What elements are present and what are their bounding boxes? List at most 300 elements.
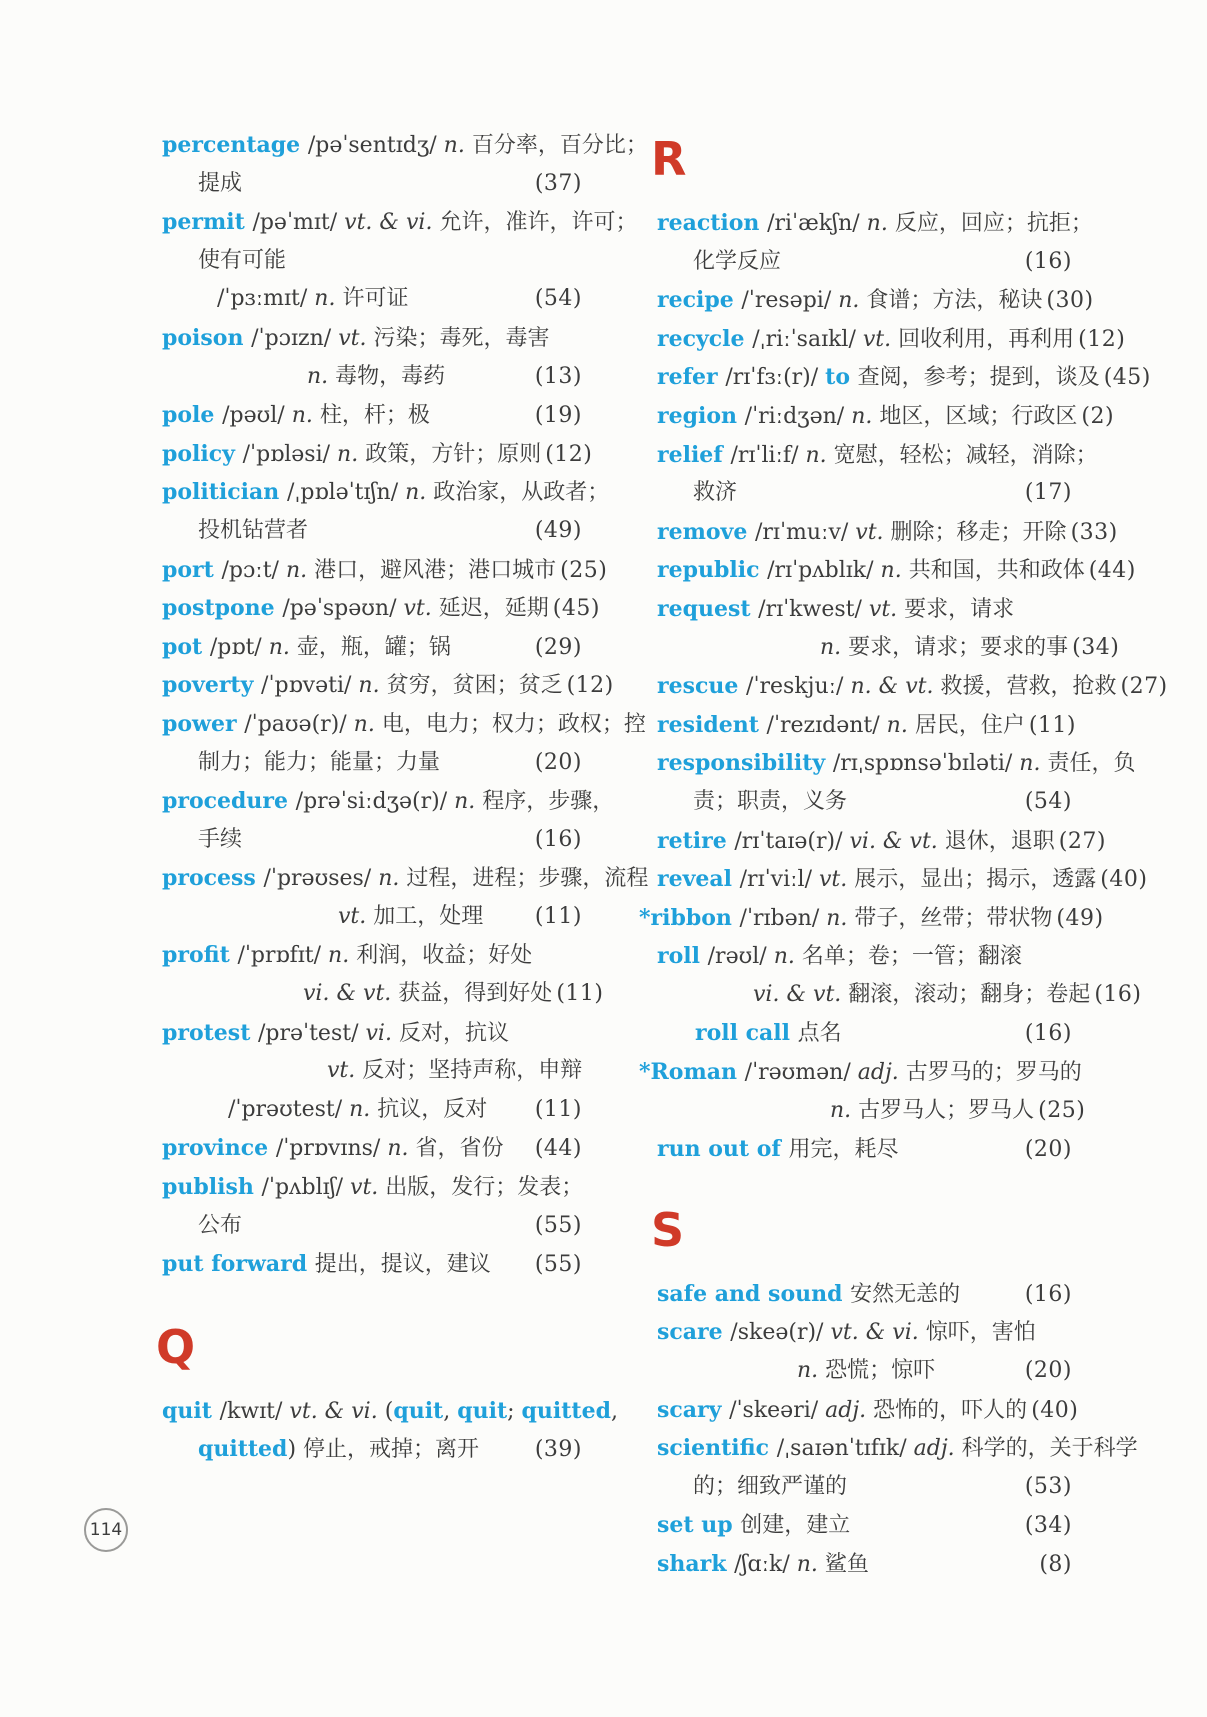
entry-text bbox=[162, 319, 550, 359]
phonetic: /pɔːt/ bbox=[221, 557, 286, 583]
entry-line bbox=[162, 1129, 582, 1168]
vocab-entry bbox=[162, 859, 649, 936]
vocab-entry bbox=[162, 435, 593, 474]
entry-line bbox=[657, 744, 1136, 783]
phonetic: /ˈpɜːmɪt/ bbox=[217, 286, 315, 312]
definition-text: 出版，发行；发表； bbox=[385, 1175, 584, 1201]
pos-label: n. bbox=[268, 634, 297, 660]
entry-line bbox=[162, 396, 582, 435]
entry-text bbox=[639, 899, 1052, 939]
definition-text: 政治家，从政者； bbox=[433, 480, 610, 506]
pos-label: n. bbox=[307, 363, 336, 389]
pos-label: n. bbox=[328, 943, 357, 969]
entry-line bbox=[162, 975, 604, 1014]
entry-line bbox=[657, 513, 1118, 552]
entry-text bbox=[198, 1430, 479, 1470]
page-ref: (12) bbox=[566, 673, 614, 699]
vocab-entry bbox=[657, 1014, 1072, 1053]
headword: run out of bbox=[657, 1136, 789, 1163]
entry-line bbox=[657, 1468, 1072, 1507]
entry-line bbox=[162, 628, 582, 667]
entry-line bbox=[162, 936, 582, 975]
section-heading-q: Q bbox=[156, 1319, 196, 1374]
headword: recycle bbox=[657, 325, 753, 352]
pos-label: vi. & vt. bbox=[303, 981, 399, 1007]
phonetic: /riˈækʃn/ bbox=[767, 211, 867, 236]
entry-text bbox=[162, 859, 648, 899]
pos-label: n. bbox=[358, 673, 387, 699]
phonetic: /ˈprəʊses/ bbox=[263, 866, 379, 892]
pos-label: vi. & vt. bbox=[849, 828, 945, 854]
definition-text: 投机钻营者 bbox=[198, 517, 309, 543]
headword: policy bbox=[162, 440, 243, 467]
entry-text bbox=[657, 860, 1096, 900]
headword: profit bbox=[162, 942, 238, 969]
entry-text bbox=[162, 551, 556, 591]
entry-text bbox=[657, 1391, 1027, 1431]
phonetic: /ˈrezɪdənt/ bbox=[766, 712, 887, 738]
definition-text: 省，省份 bbox=[415, 1136, 504, 1162]
headword: scary bbox=[657, 1396, 730, 1423]
pos-label: vt. bbox=[818, 867, 855, 893]
vocab-entry bbox=[639, 899, 1104, 938]
vocab-entry bbox=[162, 1168, 582, 1245]
entry-text bbox=[657, 822, 1055, 862]
entry-line bbox=[162, 666, 614, 705]
entry-text bbox=[162, 589, 549, 629]
definition-text: , bbox=[610, 1398, 618, 1424]
entry-line bbox=[162, 551, 608, 590]
right-column bbox=[639, 132, 1168, 1584]
vocab-entry bbox=[657, 937, 1142, 1014]
entry-text bbox=[198, 1207, 242, 1246]
page-number: 114 bbox=[89, 1520, 123, 1540]
page-ref: (16) bbox=[1094, 981, 1142, 1007]
vocab-entry bbox=[162, 666, 614, 705]
entry-text bbox=[162, 705, 646, 745]
page-ref: (27) bbox=[1120, 674, 1168, 700]
vocab-entry bbox=[657, 1429, 1138, 1506]
pos-label: n. bbox=[387, 1136, 416, 1162]
definition-text: 名单；卷；一管；翻滚 bbox=[801, 944, 1022, 970]
headword: put forward bbox=[162, 1251, 315, 1278]
phonetic: /rɪˈmuːv/ bbox=[754, 519, 856, 545]
vocab-entry bbox=[657, 436, 1098, 513]
headword: reveal bbox=[657, 866, 740, 893]
definition-text: 污染；毒死，毒害 bbox=[373, 325, 550, 351]
pos-label: vt. bbox=[868, 596, 905, 622]
entry-line bbox=[162, 1091, 582, 1130]
vocab-entry bbox=[657, 551, 1136, 590]
page-ref: (37) bbox=[534, 170, 582, 196]
pos-label: n. bbox=[349, 1096, 378, 1122]
entry-line bbox=[657, 937, 1072, 976]
vocab-entry bbox=[162, 1245, 582, 1284]
entry-line bbox=[657, 1014, 1072, 1053]
entry-line bbox=[162, 898, 582, 937]
page-ref: (55) bbox=[534, 1252, 582, 1278]
phonetic: /pəʊl/ bbox=[222, 403, 292, 429]
definition-text: 食谱；方法，秘诀 bbox=[866, 288, 1043, 314]
headword: responsibility bbox=[657, 750, 833, 777]
pos-label: n. bbox=[405, 480, 434, 506]
entry-text bbox=[820, 629, 1068, 668]
vocab-entry bbox=[657, 320, 1126, 359]
headword: remove bbox=[657, 518, 755, 545]
vocab-entry bbox=[657, 1130, 1072, 1169]
vocab-entry bbox=[657, 281, 1094, 320]
definition-text: 点名 bbox=[797, 1021, 842, 1047]
entry-text bbox=[307, 358, 445, 397]
entry-text bbox=[657, 667, 1116, 707]
definition-text: 毒物，毒药 bbox=[335, 363, 446, 389]
headword: safe and sound bbox=[657, 1280, 851, 1307]
entry-line bbox=[657, 1391, 1079, 1430]
entry-text bbox=[327, 1052, 582, 1091]
entry-text bbox=[657, 1275, 960, 1315]
page-ref: (16) bbox=[534, 826, 582, 852]
phonetic: /ˌpɒləˈtɪʃn/ bbox=[286, 480, 406, 506]
entry-text bbox=[695, 1014, 842, 1054]
phonetic: /ˈpaʊə(r)/ bbox=[244, 711, 354, 737]
definition-text: 过程，进程；步骤，流程 bbox=[406, 866, 649, 892]
entry-line bbox=[657, 281, 1094, 320]
entry-line bbox=[162, 280, 582, 319]
definition-text: 古罗马的；罗马的 bbox=[905, 1060, 1082, 1086]
phonetic: /ˈpʌblɪʃ/ bbox=[261, 1175, 351, 1201]
entry-line bbox=[657, 1506, 1072, 1545]
definition-text: 化学反应 bbox=[693, 248, 782, 274]
entry-line bbox=[162, 589, 600, 628]
entry-text bbox=[198, 242, 286, 281]
definition-text: ) 停止，戒掉；离开 bbox=[287, 1437, 480, 1463]
vocab-entry bbox=[162, 203, 638, 319]
definition-text: 提出，提议，建议 bbox=[314, 1252, 491, 1278]
entry-text bbox=[657, 397, 1077, 437]
entry-text bbox=[162, 435, 541, 475]
entry-text bbox=[162, 126, 648, 166]
definition-text: 许可证 bbox=[342, 286, 409, 312]
definition-text: 的；细致严谨的 bbox=[693, 1473, 848, 1499]
page-ref: (25) bbox=[1038, 1097, 1086, 1123]
headword: percentage bbox=[162, 132, 308, 158]
entry-line bbox=[162, 859, 649, 898]
definition-text: 救援，营救，抢救 bbox=[940, 674, 1117, 700]
vocab-entry bbox=[657, 1391, 1079, 1430]
phonetic: /ˌriːˈsaɪkl/ bbox=[752, 326, 863, 352]
pos-label: n. bbox=[880, 558, 909, 584]
definition-text: 程序，步骤， bbox=[482, 789, 615, 815]
entry-text bbox=[753, 976, 1090, 1015]
page-ref: (49) bbox=[534, 517, 582, 543]
entry-line bbox=[162, 165, 582, 204]
phonetic: /ˈprɒvɪns/ bbox=[275, 1136, 388, 1162]
pos-label: n. bbox=[1019, 751, 1048, 777]
headword: republic bbox=[657, 557, 768, 584]
page-ref: (55) bbox=[534, 1212, 582, 1238]
pos-label: vi. & vt. bbox=[753, 981, 849, 1007]
definition-text: 古罗马人；罗马人 bbox=[858, 1097, 1035, 1123]
definition-text: 回收利用，再利用 bbox=[898, 326, 1075, 352]
phonetic: /rɪˈpʌblɪk/ bbox=[767, 558, 881, 584]
page-ref: (30) bbox=[1046, 288, 1094, 314]
pos-label: adj. bbox=[825, 1397, 874, 1423]
vocab-entry bbox=[162, 1129, 582, 1168]
entry-text bbox=[657, 204, 1093, 244]
entry-line bbox=[657, 358, 1151, 397]
entry-text bbox=[830, 1092, 1034, 1131]
phonetic: /prəˈtest/ bbox=[258, 1020, 366, 1046]
page-ref: (12) bbox=[1078, 326, 1126, 352]
phonetic: /rɪˈfɜː(r)/ bbox=[725, 365, 826, 391]
pos-label: n. bbox=[838, 288, 867, 314]
entry-line bbox=[657, 1429, 1138, 1468]
phonetic: /ˈprəʊtest/ bbox=[228, 1096, 350, 1122]
pos-label: n. bbox=[830, 1097, 859, 1123]
page-ref: (12) bbox=[545, 441, 593, 467]
phonetic: /ˈpɒləsi/ bbox=[242, 441, 338, 467]
headword: *Roman bbox=[639, 1059, 745, 1086]
headword: protest bbox=[162, 1019, 259, 1046]
phonetic: /ˈresəpi/ bbox=[741, 288, 839, 314]
page-ref: (29) bbox=[534, 634, 582, 660]
entry-text bbox=[657, 744, 1135, 784]
headword: pot bbox=[162, 633, 210, 660]
entry-line bbox=[162, 1014, 582, 1053]
vocab-entry bbox=[657, 1313, 1072, 1390]
phonetic: /ʃɑːk/ bbox=[734, 1552, 797, 1577]
entry-text bbox=[657, 1429, 1138, 1469]
headword: poverty bbox=[162, 672, 262, 699]
vocab-entry bbox=[657, 822, 1106, 861]
entry-line bbox=[162, 435, 593, 474]
entry-line bbox=[657, 1130, 1072, 1169]
pos-label: n. bbox=[797, 1358, 826, 1384]
definition-text: 获益，得到好处 bbox=[398, 981, 553, 1007]
definition-text: 安然无恙的 bbox=[850, 1281, 961, 1307]
vocab-entry bbox=[162, 319, 582, 396]
pos-label: n. bbox=[886, 712, 915, 738]
entry-line bbox=[657, 1545, 1072, 1584]
headword: resident bbox=[657, 711, 767, 738]
page-ref: (11) bbox=[534, 1096, 582, 1122]
entry-line bbox=[657, 320, 1126, 359]
entry-line bbox=[162, 242, 582, 281]
phonetic: /pəˈmɪt/ bbox=[252, 210, 345, 236]
definition-text: 利润，收益；好处 bbox=[356, 943, 533, 969]
entry-line bbox=[657, 822, 1106, 861]
page-ref: (45) bbox=[1103, 365, 1151, 391]
phonetic: /ˈpɔɪzn/ bbox=[251, 325, 339, 351]
vocab-entry bbox=[657, 706, 1077, 745]
headword: relief bbox=[657, 441, 731, 468]
definition-text: 政策，方针；原则 bbox=[365, 441, 542, 467]
pos-label: vt. bbox=[327, 1058, 363, 1084]
entry-text bbox=[162, 473, 609, 513]
entry-line bbox=[657, 590, 1072, 629]
definition-text: 退休，退职 bbox=[944, 828, 1055, 854]
headword: retire bbox=[657, 827, 735, 854]
entry-line bbox=[657, 243, 1072, 282]
entry-text bbox=[657, 937, 1022, 977]
page-ref: (49) bbox=[1056, 905, 1104, 931]
entry-text bbox=[198, 744, 440, 783]
headword: procedure bbox=[162, 788, 296, 815]
pos-label: vt. & vi. bbox=[830, 1320, 926, 1346]
pos-label: vt. bbox=[862, 326, 899, 352]
entry-text bbox=[657, 281, 1042, 321]
headword: postpone bbox=[162, 595, 283, 622]
entry-line bbox=[657, 1352, 1072, 1391]
section-heading-s: S bbox=[651, 1202, 685, 1257]
pos-label: n. bbox=[851, 403, 880, 429]
definition-text: 延迟，延期 bbox=[438, 596, 549, 622]
entry-line bbox=[162, 1245, 582, 1284]
vocab-entry bbox=[162, 705, 646, 782]
page-ref: (11) bbox=[556, 981, 604, 1007]
pos-label: adj. bbox=[913, 1436, 962, 1462]
definition-text: 公布 bbox=[198, 1212, 243, 1238]
entry-line bbox=[162, 126, 648, 165]
headword: set up bbox=[657, 1512, 741, 1539]
page-ref: (13) bbox=[534, 363, 582, 389]
entry-line bbox=[657, 397, 1115, 436]
phonetic: /ˈreskjuː/ bbox=[746, 674, 851, 700]
headword: pole bbox=[162, 402, 223, 429]
definition-text: 反对，抗议 bbox=[398, 1020, 509, 1046]
definition-text: 要求，请求 bbox=[904, 596, 1015, 622]
page-ref: (17) bbox=[1024, 480, 1072, 506]
vocab-entry bbox=[162, 126, 648, 203]
entry-line bbox=[657, 551, 1136, 590]
headword: roll call bbox=[695, 1020, 798, 1047]
vocab-entry bbox=[657, 590, 1120, 667]
entry-line bbox=[162, 473, 610, 512]
definition-text: 恐怖的，吓人的 bbox=[873, 1397, 1028, 1423]
headword: quitted bbox=[521, 1397, 611, 1424]
vocab-entry bbox=[162, 1014, 582, 1130]
pos-label: n. bbox=[353, 711, 382, 737]
entry-text bbox=[162, 1168, 583, 1208]
phonetic: /ˈpɒvəti/ bbox=[261, 673, 359, 699]
pos-label: n. bbox=[337, 441, 366, 467]
entry-text bbox=[338, 898, 483, 937]
entry-text bbox=[162, 396, 430, 436]
pos-label: vt. & vi. bbox=[289, 1398, 385, 1424]
entry-line bbox=[162, 1430, 582, 1469]
page-ref: (16) bbox=[1024, 1021, 1072, 1047]
page-ref: (54) bbox=[534, 286, 582, 312]
entry-line bbox=[657, 1313, 1072, 1352]
entry-line bbox=[657, 204, 1093, 243]
definition-text: 贫穷，贫困；贫乏 bbox=[386, 673, 563, 699]
page-ref: (34) bbox=[1072, 634, 1120, 660]
definition-text: 科学的，关于科学 bbox=[961, 1436, 1138, 1462]
entry-line bbox=[657, 436, 1098, 475]
definition-text: 删除；移走；开除 bbox=[890, 519, 1067, 545]
page-ref: (34) bbox=[1024, 1513, 1072, 1539]
headword: scientific bbox=[657, 1435, 777, 1462]
entry-text bbox=[657, 513, 1067, 553]
page-ref: (20) bbox=[534, 749, 582, 775]
pos-label: n. bbox=[285, 557, 315, 583]
headword: poison bbox=[162, 324, 252, 351]
vocab-entry bbox=[162, 589, 600, 628]
vocab-entry bbox=[657, 358, 1151, 397]
phonetic: /rɪˈviːl/ bbox=[739, 867, 819, 893]
entry-text bbox=[657, 358, 1100, 398]
entry-text bbox=[639, 1053, 1082, 1093]
page-ref: (20) bbox=[1024, 1358, 1072, 1384]
pos-label: vt. bbox=[338, 903, 374, 929]
headword: power bbox=[162, 710, 245, 737]
phonetic: /ˈskeəri/ bbox=[729, 1397, 826, 1423]
definition-text: 反应，回应；抗拒； bbox=[894, 211, 1093, 236]
definition-text: 抗议，反对 bbox=[377, 1096, 488, 1122]
vocab-entry bbox=[657, 1545, 1072, 1584]
pos-label: n. bbox=[826, 905, 855, 931]
vocab-entry bbox=[162, 1392, 618, 1469]
phonetic: /pɒt/ bbox=[209, 634, 269, 660]
definition-text: 提成 bbox=[198, 170, 243, 196]
entry-line bbox=[657, 1092, 1086, 1131]
phonetic: /pəˈsentɪdʒ/ bbox=[307, 133, 444, 158]
vocab-entry bbox=[162, 782, 615, 859]
definition-text: 壶，瓶，罐；锅 bbox=[296, 634, 451, 660]
definition-text: 带子，丝带；带状物 bbox=[854, 905, 1053, 931]
definition-text: , bbox=[443, 1398, 458, 1424]
vocab-entry bbox=[657, 513, 1118, 552]
definition-text: 救济 bbox=[693, 480, 738, 506]
vocab-entry bbox=[657, 1506, 1072, 1545]
entry-line bbox=[657, 629, 1120, 668]
definition-text: 地区，区域；行政区 bbox=[879, 403, 1078, 429]
headword: process bbox=[162, 865, 264, 892]
entry-text bbox=[162, 1245, 491, 1285]
entry-line bbox=[657, 474, 1072, 513]
pos-label: n. bbox=[314, 286, 343, 312]
entry-text bbox=[162, 782, 614, 822]
page-ref: (54) bbox=[1024, 788, 1072, 814]
page-number-badge bbox=[84, 1508, 128, 1552]
entry-line bbox=[657, 1275, 1072, 1314]
definition-text: 查阅，参考；提到，谈及 bbox=[857, 365, 1100, 391]
page-ref: (40) bbox=[1100, 867, 1148, 893]
entry-text bbox=[198, 165, 242, 204]
page-ref: (40) bbox=[1031, 1397, 1079, 1423]
headword: reaction bbox=[657, 210, 768, 236]
page-ref: (45) bbox=[552, 596, 600, 622]
headword: quitted bbox=[198, 1436, 288, 1463]
headword: rescue bbox=[657, 673, 747, 700]
page-ref: (11) bbox=[534, 903, 582, 929]
phonetic: /prəˈsiːdʒə(r)/ bbox=[295, 789, 455, 815]
headword: quit bbox=[393, 1397, 444, 1424]
entry-line bbox=[639, 899, 1104, 938]
phonetic: /rɪˈkwest/ bbox=[758, 596, 869, 622]
pos-label: n. bbox=[796, 1552, 825, 1577]
entry-line bbox=[162, 358, 582, 397]
page-ref: (2) bbox=[1081, 403, 1115, 429]
headword: refer bbox=[657, 364, 726, 391]
definition-text: 港口，避风港；港口城市 bbox=[314, 557, 557, 583]
entry-line bbox=[162, 1052, 582, 1091]
entry-line bbox=[162, 782, 615, 821]
entry-text bbox=[303, 975, 552, 1014]
definition-text: 电，电力；权力；政权；控 bbox=[381, 711, 646, 737]
entry-line bbox=[162, 705, 646, 744]
phonetic: /ˈprɒfɪt/ bbox=[237, 943, 329, 969]
